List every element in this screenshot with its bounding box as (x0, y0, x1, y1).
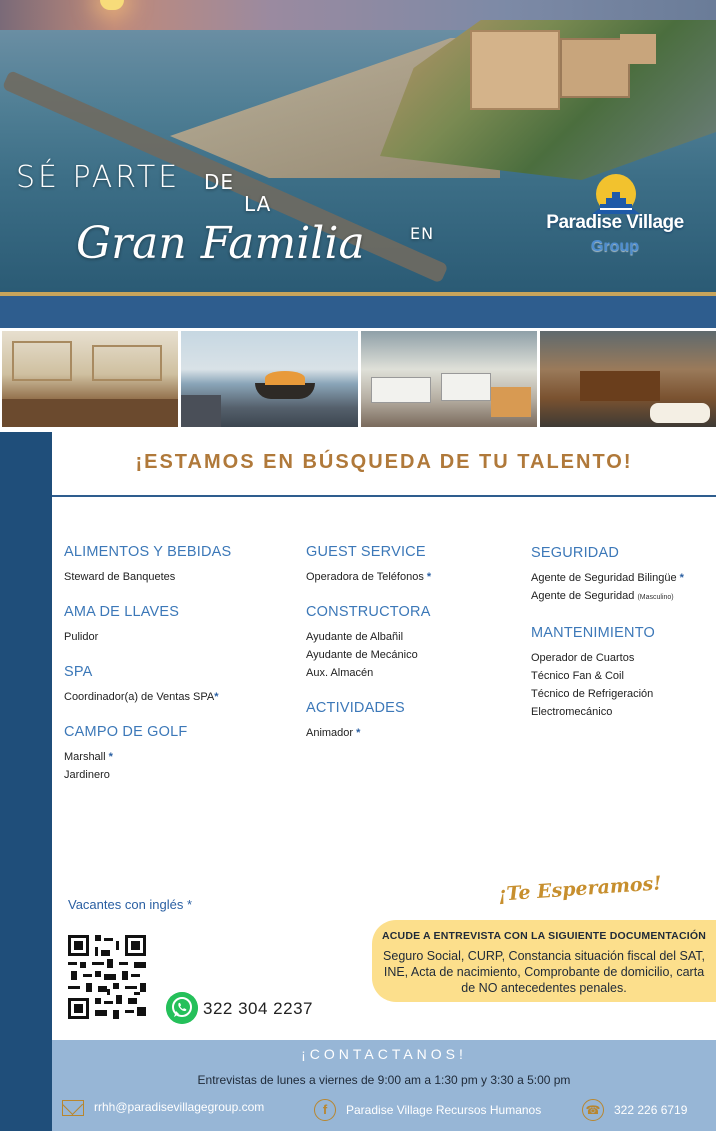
job-label: Aux. Almacén (306, 667, 374, 679)
section-title: AMA DE LLAVES (64, 604, 180, 620)
job-label: Marshall (64, 751, 106, 763)
section-constructora (306, 604, 526, 682)
section-title: ALIMENTOS Y BEBIDAS (64, 544, 232, 560)
english-required-star: * (426, 571, 432, 583)
contact-title: ¡CONTACTANOS! (301, 1046, 467, 1062)
hero-title-de: DE (204, 170, 235, 194)
section-campo-de-golf (64, 724, 294, 784)
photo-terrace (181, 331, 357, 427)
whatsapp-phone[interactable]: 322 304 2237 (203, 999, 313, 1018)
section-ama-de-llaves (64, 604, 294, 646)
hero-title-la: LA (244, 192, 272, 216)
mail-icon (62, 1100, 84, 1116)
heading-text: ¡ESTAMOS EN BÚSQUEDA DE TU TALENTO! (135, 451, 633, 473)
photo-room (361, 331, 537, 427)
job-label: Jardinero (64, 769, 110, 781)
job-item (64, 766, 294, 784)
section-alimentos (64, 544, 294, 586)
english-vacancies-note: Vacantes con inglés * (68, 897, 193, 912)
section-title: MANTENIMIENTO (531, 625, 655, 641)
vacancies-column-2 (306, 544, 526, 760)
section-title: GUEST SERVICE (306, 544, 426, 560)
job-label: Pulidor (64, 631, 99, 643)
documentation-box (372, 920, 716, 1002)
job-label: Animador (306, 727, 354, 739)
section-title: ACTIVIDADES (306, 700, 405, 716)
paradise-village-logo (540, 164, 690, 264)
job-item (531, 649, 711, 667)
job-item (531, 587, 711, 607)
logo-pyramid-icon (586, 168, 646, 214)
english-required-star: * (356, 727, 361, 739)
section-seguridad (531, 545, 711, 607)
job-item (64, 568, 294, 586)
job-label: Coordinador(a) de Ventas SPA (64, 691, 215, 703)
job-item (306, 568, 526, 586)
job-label: Técnico Fan & Coil (531, 670, 624, 682)
job-item (306, 664, 526, 682)
english-required-star: * (108, 751, 113, 763)
section-spa (64, 664, 294, 706)
job-item (306, 724, 526, 742)
logo-name: Paradise Village (546, 212, 684, 233)
job-label: Ayudante de Mecánico (306, 649, 418, 661)
job-label: Operador de Cuartos (531, 652, 635, 664)
photo-restaurant (540, 331, 716, 427)
hero-title-en: EN (410, 224, 435, 243)
contact-email[interactable]: rrhh@paradisevillagegroup.com (94, 1100, 265, 1114)
hero-banner (0, 0, 716, 296)
qr-code[interactable] (68, 934, 146, 1020)
contact-footer (52, 1040, 716, 1131)
job-item (64, 628, 294, 646)
job-item (531, 569, 711, 587)
resort-building (620, 34, 656, 64)
photo-strip (2, 331, 716, 427)
job-label: Steward de Banquetes (64, 571, 176, 583)
contact-facebook[interactable]: Paradise Village Recursos Humanos (346, 1103, 542, 1117)
contact-phone[interactable]: 322 226 6719 (614, 1103, 688, 1117)
section-heading (52, 440, 716, 496)
job-label: Electromecánico (531, 706, 613, 718)
hero-title-script: Gran Familia (76, 218, 365, 269)
hero-title-line1: SÉ PARTE (16, 160, 181, 195)
english-required-star: * (679, 572, 684, 584)
vacancies-column-3 (531, 545, 711, 739)
job-item (531, 703, 711, 721)
resort-building (470, 30, 560, 110)
left-accent-bar (0, 432, 52, 1131)
te-esperamos-tagline: ¡Te Esperamos! (497, 872, 663, 906)
blue-band (0, 296, 716, 328)
section-actividades (306, 700, 526, 742)
documentation-text: Seguro Social, CURP, Constancia situación fiscal del SAT, INE, Acta de nacimiento, Comprobante de domicilio, carta de NO antecedentes penales. (383, 949, 705, 995)
section-mantenimiento (531, 625, 711, 721)
job-label: Agente de Seguridad (531, 590, 635, 602)
job-label: Operadora de Teléfonos (306, 571, 424, 583)
facebook-icon: f (314, 1099, 336, 1121)
job-label: Ayudante de Albañil (306, 631, 404, 643)
job-item (531, 685, 711, 703)
logo-group: Group (591, 238, 639, 255)
whatsapp-icon[interactable] (166, 992, 198, 1024)
job-item (64, 688, 294, 706)
section-guest-service (306, 544, 526, 586)
documentation-title: ACUDE A ENTREVISTA CON LA SIGUIENTE DOCUMENTACIÓN (381, 930, 707, 942)
interview-hours: Entrevistas de lunes a viernes de 9:00 am a 1:30 pm y 3:30 a 5:00 pm (197, 1073, 571, 1087)
job-note: (Masculino) (637, 594, 674, 601)
section-title: SEGURIDAD (531, 545, 620, 561)
job-item (306, 646, 526, 664)
job-label: Agente de Seguridad Bilingüe (531, 572, 677, 584)
english-required-star: * (214, 691, 219, 703)
vacancies-column-1 (64, 544, 294, 802)
heading-divider (52, 495, 716, 497)
job-item (306, 628, 526, 646)
job-item (64, 748, 294, 766)
phone-icon: ☎ (582, 1099, 604, 1121)
photo-lobby (2, 331, 178, 427)
job-label: Técnico de Refrigeración (531, 688, 654, 700)
section-title: CAMPO DE GOLF (64, 724, 188, 740)
job-item (531, 667, 711, 685)
section-title: SPA (64, 664, 93, 680)
section-title: CONSTRUCTORA (306, 604, 431, 620)
